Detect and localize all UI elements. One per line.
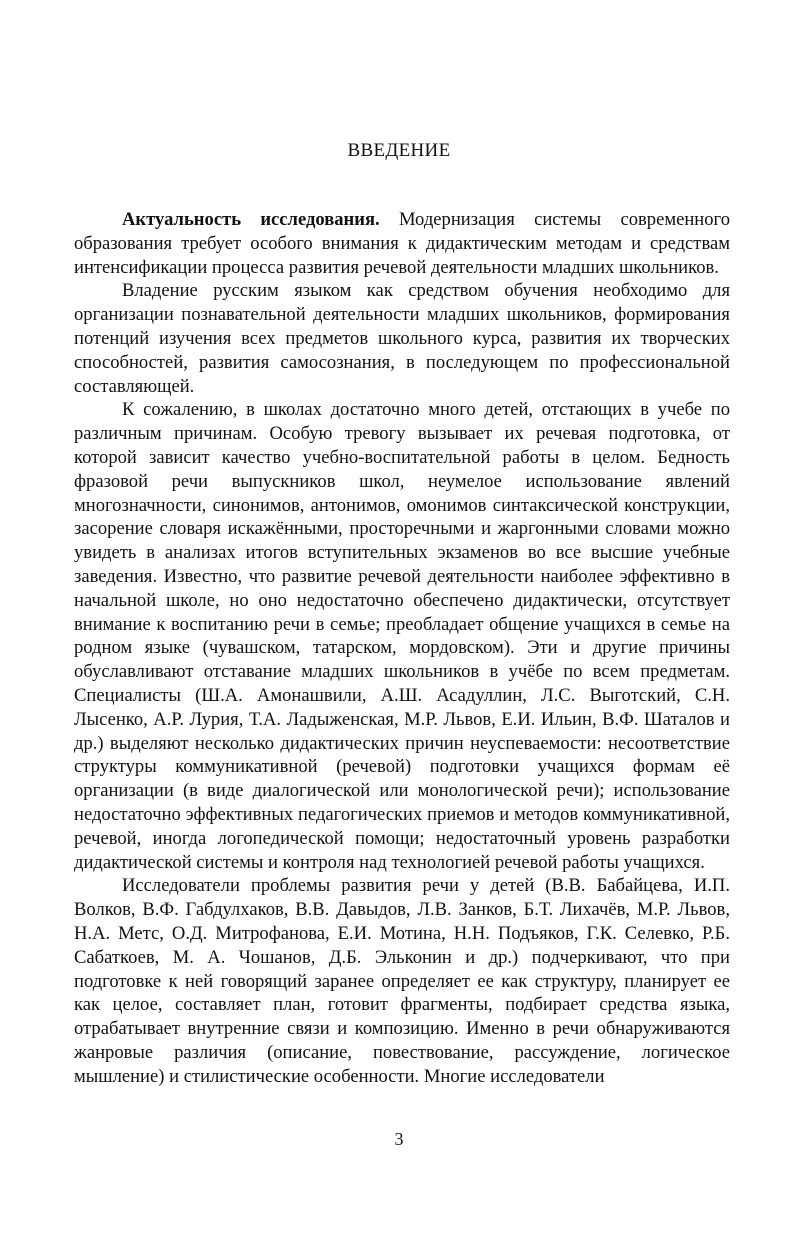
page-number: 3 <box>394 1129 404 1149</box>
body-text <box>74 208 730 1088</box>
paragraph-language: Владение русским языком как средством обучения необходимо для организации познавательной деятельности младших школьников, формирования потенций изучения всех предметов школьного курса, развития их творческих способностей, развития самосознания, в последующем по профессиональной составляющей. <box>74 280 730 397</box>
paragraph-lead: Актуальность исследования. <box>122 209 380 230</box>
section-heading: ВВЕДЕНИЕ <box>347 140 451 161</box>
paragraph-relevance <box>74 208 730 279</box>
paragraph-problems: К сожалению, в школах достаточно много детей, отстающих в учебе по различным причинам. Особую тревогу вызывает их речевая подготовка, от которой зависит качество учебно-воспитательной работы в целом. Бедность фразовой речи выпускников школ, неумелое использование явлений многозначности, синонимов, антонимов, омонимов синтаксической конструкции, засорение словаря искажёнными, просторечными и жаргонными словами можно увидеть в анализах итогов вступительных экзаменов во все высшие учебные заведения. Известно, что развитие речевой деятельности наиболее эффективно в начальной школе, но оно недостаточно обеспечено дидактически, отсутствует внимание к воспитанию речи в семье; преобладает общение учащихся в семье на родном языке (чувашском, татарском, мордовском). Эти и другие причины обуславливают отставание младших школьников в учёбе по всем предметам. Специалисты (Ш.А. Амонашвили, А.Ш. Асадуллин, Л.С. Выготский, С.Н. Лысенко, А.Р. Лурия, Т.А. Ладыженская, М.Р. Львов, Е.И. Ильин, В.Ф. Шаталов и др.) выделяют несколько дидактических причин неуспеваемости: несоответствие структуры коммуникативной (речевой) подготовки учащихся формам её организации (в виде диалогической или монологической речи); использование недостаточно эффективных педагогических приемов и методов коммуникативной, речевой, иногда логопедической помощи; недостаточный уровень разработки дидактической системы и контроля над технологией речевой работы учащихся. <box>74 399 730 873</box>
paragraph-researchers: Исследователи проблемы развития речи у детей (В.В. Бабайцева, И.П. Волков, В.Ф. Габдулхаков, В.В. Давыдов, Л.В. Занков, Б.Т. Лихачёв, М.Р. Львов, Н.А. Метс, О.Д. Митрофанова, Е.И. Мотина, Н.Н. Подъяков, Г.К. Селевко, Р.Б. Сабаткоев, М. А. Чошанов, Д.Б. Эльконин и др.) подчеркивают, что при подготовке к ней говорящий заранее определяет ее как структуру, планирует ее как целое, составляет план, готовит фрагменты, подбирает средства языка, отрабатывает внутренние связи и композицию. Именно в речи обнаруживаются жанровые различия (описание, повествование, рассуждение, логическое мышление) и стилистические особенности. Многие исследователи <box>74 875 730 1087</box>
paragraph-text: Модернизация системы современного образования требует особого внимания к дидактическим методам и средствам интенсификации процесса развития речевой деятельности младших школьников. <box>74 209 731 278</box>
